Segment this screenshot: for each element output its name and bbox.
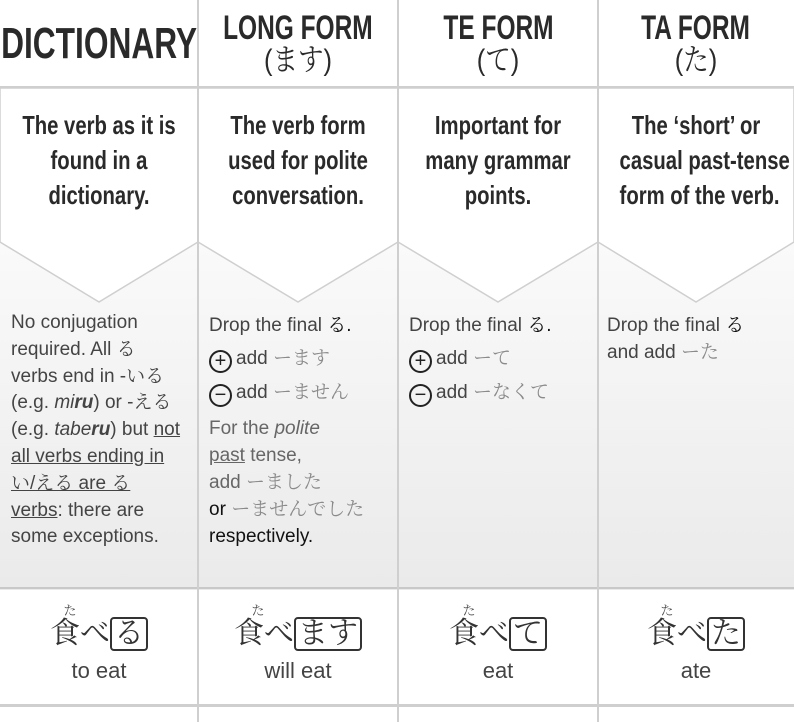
column-title: TA FORM	[641, 8, 751, 47]
column-subtitle: (ます)	[263, 43, 332, 77]
ending-box: ます	[294, 617, 362, 651]
minus-circle-icon: −	[409, 384, 432, 407]
te-form-explanation: Drop the final る. + add ーて − add ーなくて	[409, 315, 552, 406]
column-description: The ‘short’ or casual past-tense form of the verb.	[619, 110, 790, 210]
column-title: DICTIONARY	[1, 18, 197, 68]
column-title: TE FORM	[442, 8, 554, 47]
plus-circle-icon: +	[409, 350, 432, 373]
plus-circle-icon: +	[209, 350, 232, 373]
example: た 食べ ます will eat	[198, 600, 398, 684]
minus-circle-icon: −	[209, 384, 232, 407]
example: た 食べ た ate	[598, 600, 794, 684]
ending-box: て	[509, 617, 547, 651]
column-title: LONG FORM	[223, 8, 373, 47]
column-subtitle: (て)	[476, 43, 520, 77]
ending-box: た	[707, 617, 745, 651]
example: た 食べ て eat	[398, 600, 598, 684]
dictionary-explanation: No conjugation required. All る verbs end in -いる (e.g. miru) or -える (e.g. taberu) but not all verbs ending in い/える are る verbs: there are some exceptions.	[11, 312, 181, 548]
column-description: Important for many grammar points.	[425, 110, 571, 210]
ending-box: る	[110, 617, 148, 651]
column-description: The verb form used for polite conversation.	[228, 110, 368, 210]
column-description: The verb as it is found in a dictionary.	[22, 110, 176, 210]
column-subtitle: (た)	[674, 43, 718, 77]
long-form-explanation: Drop the final る. + add ーます − add ーません For the polite past tense, add ーました or ーませんでした respectively.	[209, 315, 365, 547]
example: た 食べ る to eat	[0, 600, 198, 684]
column-ta-form	[598, 0, 794, 722]
ta-form-explanation: Drop the final る and add ーた	[607, 315, 745, 363]
